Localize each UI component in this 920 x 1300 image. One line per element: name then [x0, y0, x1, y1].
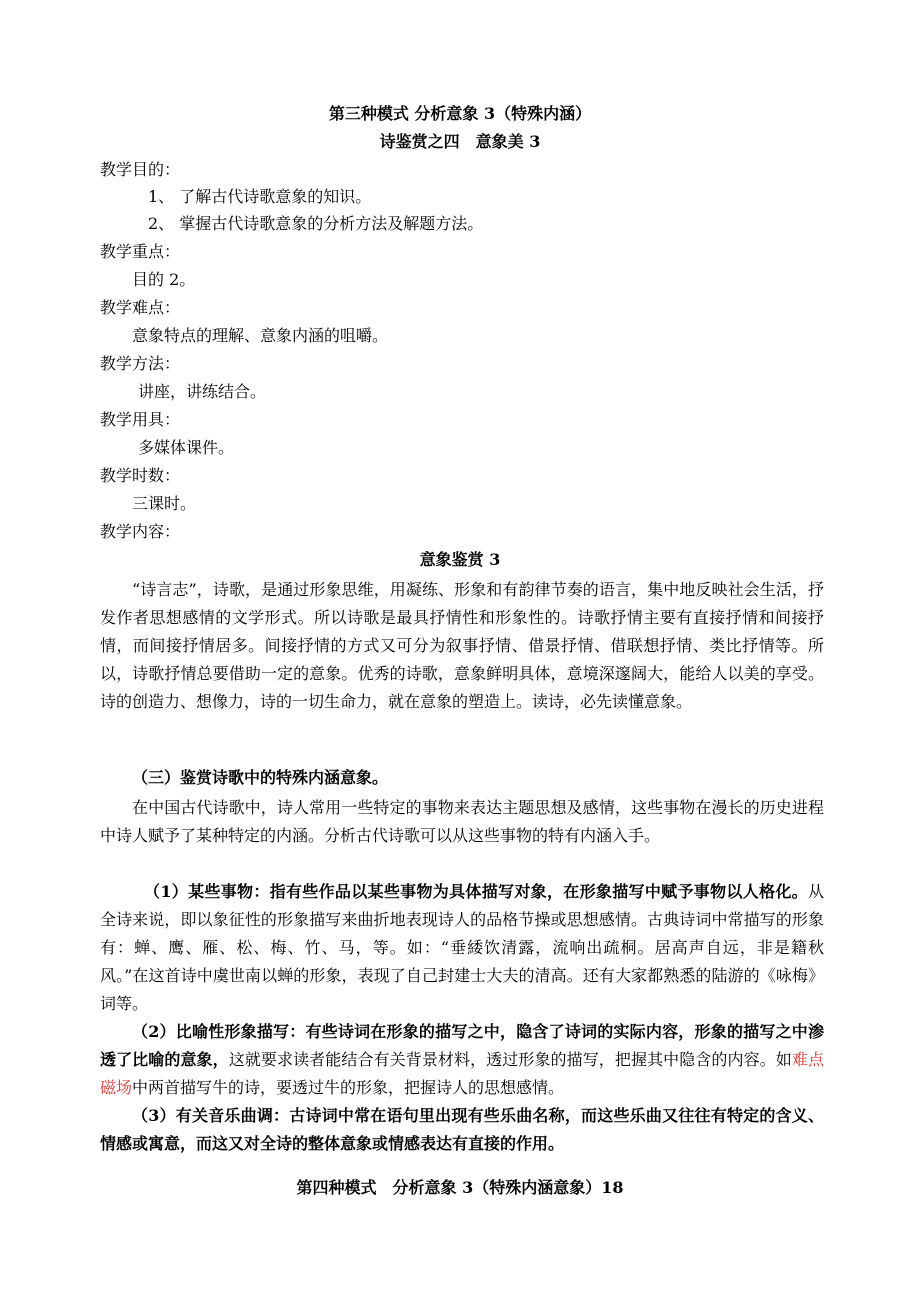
section-heading-3: （三）鉴赏诗歌中的特殊内涵意象。 [132, 768, 389, 787]
method-label: 教学方法： [100, 354, 181, 373]
difficulty-field-link[interactable]: 难点磁场 [100, 1050, 824, 1097]
footer-title: 第四种模式 分析意象 3（特殊内涵意象）18 [296, 1178, 624, 1197]
key-text: 目的 2。 [132, 270, 196, 289]
method-text: 讲座，讲练结合。 [138, 382, 267, 401]
tools-text: 多媒体课件。 [138, 438, 235, 457]
time-label: 教学时数： [100, 466, 181, 485]
content-label: 教学内容： [100, 522, 181, 541]
difficulty-label: 教学难点： [100, 298, 181, 317]
goal-1: 1、 了解古代诗歌意象的知识。 [148, 187, 372, 206]
doc-subtitle: 诗鉴赏之四 意象美 3 [379, 132, 541, 151]
intro-paragraph: “诗言志”，诗歌，是通过形象思维，用凝练、形象和有韵律节奏的语言，集中地反映社会生活，抒发作者思想感情的文学形式。所以诗歌是最具抒情性和形象性的。诗歌抒情主要有直接抒情和间接抒情，而间接抒情居多。间接抒情的方式又可分为叙事抒情、借景抒情、借联想抒情、类比抒情等。所以，诗歌抒情总要借助一定的意象。优秀的诗歌，意象鲜明具体，意境深邃阔大，能给人以美的享受。诗的创造力、想像力，诗的一切生命力，就在意象的塑造上。读诗，必先读懂意象。 [100, 580, 824, 711]
paragraph-4-body: 这就要求读者能结合有关背景材料，透过形象的描写，把握其中隐含的内容。如 [228, 1050, 792, 1069]
paragraph-3-body: 从全诗来说，即以象征性的形象描写来曲折地表现诗人的品格节操或思想感情。古典诗词中常描写的形象有：蝉、鹰、雁、松、梅、竹、马，等。如：“垂緌饮清露，流响出疏桐。居高声自远，非是籍秋风。”在这首诗中虞世南以蝉的形象，表现了自己封建士大夫的清高。还有大家都熟悉的陆游的《咏梅》词等。 [100, 882, 824, 1013]
paragraph-4-tail: 中两首描写牛的诗，要透过牛的形象，把握诗人的思想感情。 [132, 1078, 565, 1097]
paragraph-4 [100, 1018, 824, 1102]
paragraph-2: 在中国古代诗歌中，诗人常用一些特定的事物来表达主题思想及感情，这些事物在漫长的历史进程中诗人赋予了某种特定的内涵。分析古代诗歌可以从这些事物的特有内涵入手。 [100, 798, 824, 845]
paragraph-3 [100, 878, 824, 1018]
tools-label: 教学用具： [100, 410, 181, 429]
goals-label: 教学目的： [100, 160, 181, 179]
key-label: 教学重点： [100, 242, 181, 261]
goal-2: 2、 掌握古代诗歌意象的分析方法及解题方法。 [148, 214, 484, 233]
paragraph-4-lead: （2）比喻性形象描写：有些诗词在形象的描写之中，隐含了诗词的实际内容，形象的描写之中渗透了比喻的意象， [100, 1022, 824, 1069]
paragraph-3-lead: （1）某些事物：指有些作品以某些事物为具体描写对象，在形象描写中赋予事物以人格化。 [144, 882, 808, 901]
section-title: 意象鉴赏 3 [419, 550, 501, 569]
doc-title: 第三种模式 分析意象 3（特殊内涵） [328, 104, 592, 123]
paragraph-5: （3）有关音乐曲调：古诗词中常在语句里出现有些乐曲名称，而这些乐曲又往往有特定的含义、情感或寓意，而这又对全诗的整体意象或情感表达有直接的作用。 [100, 1106, 824, 1153]
time-text: 三课时。 [132, 494, 197, 513]
difficulty-text: 意象特点的理解、意象内涵的咀嚼。 [132, 326, 389, 345]
